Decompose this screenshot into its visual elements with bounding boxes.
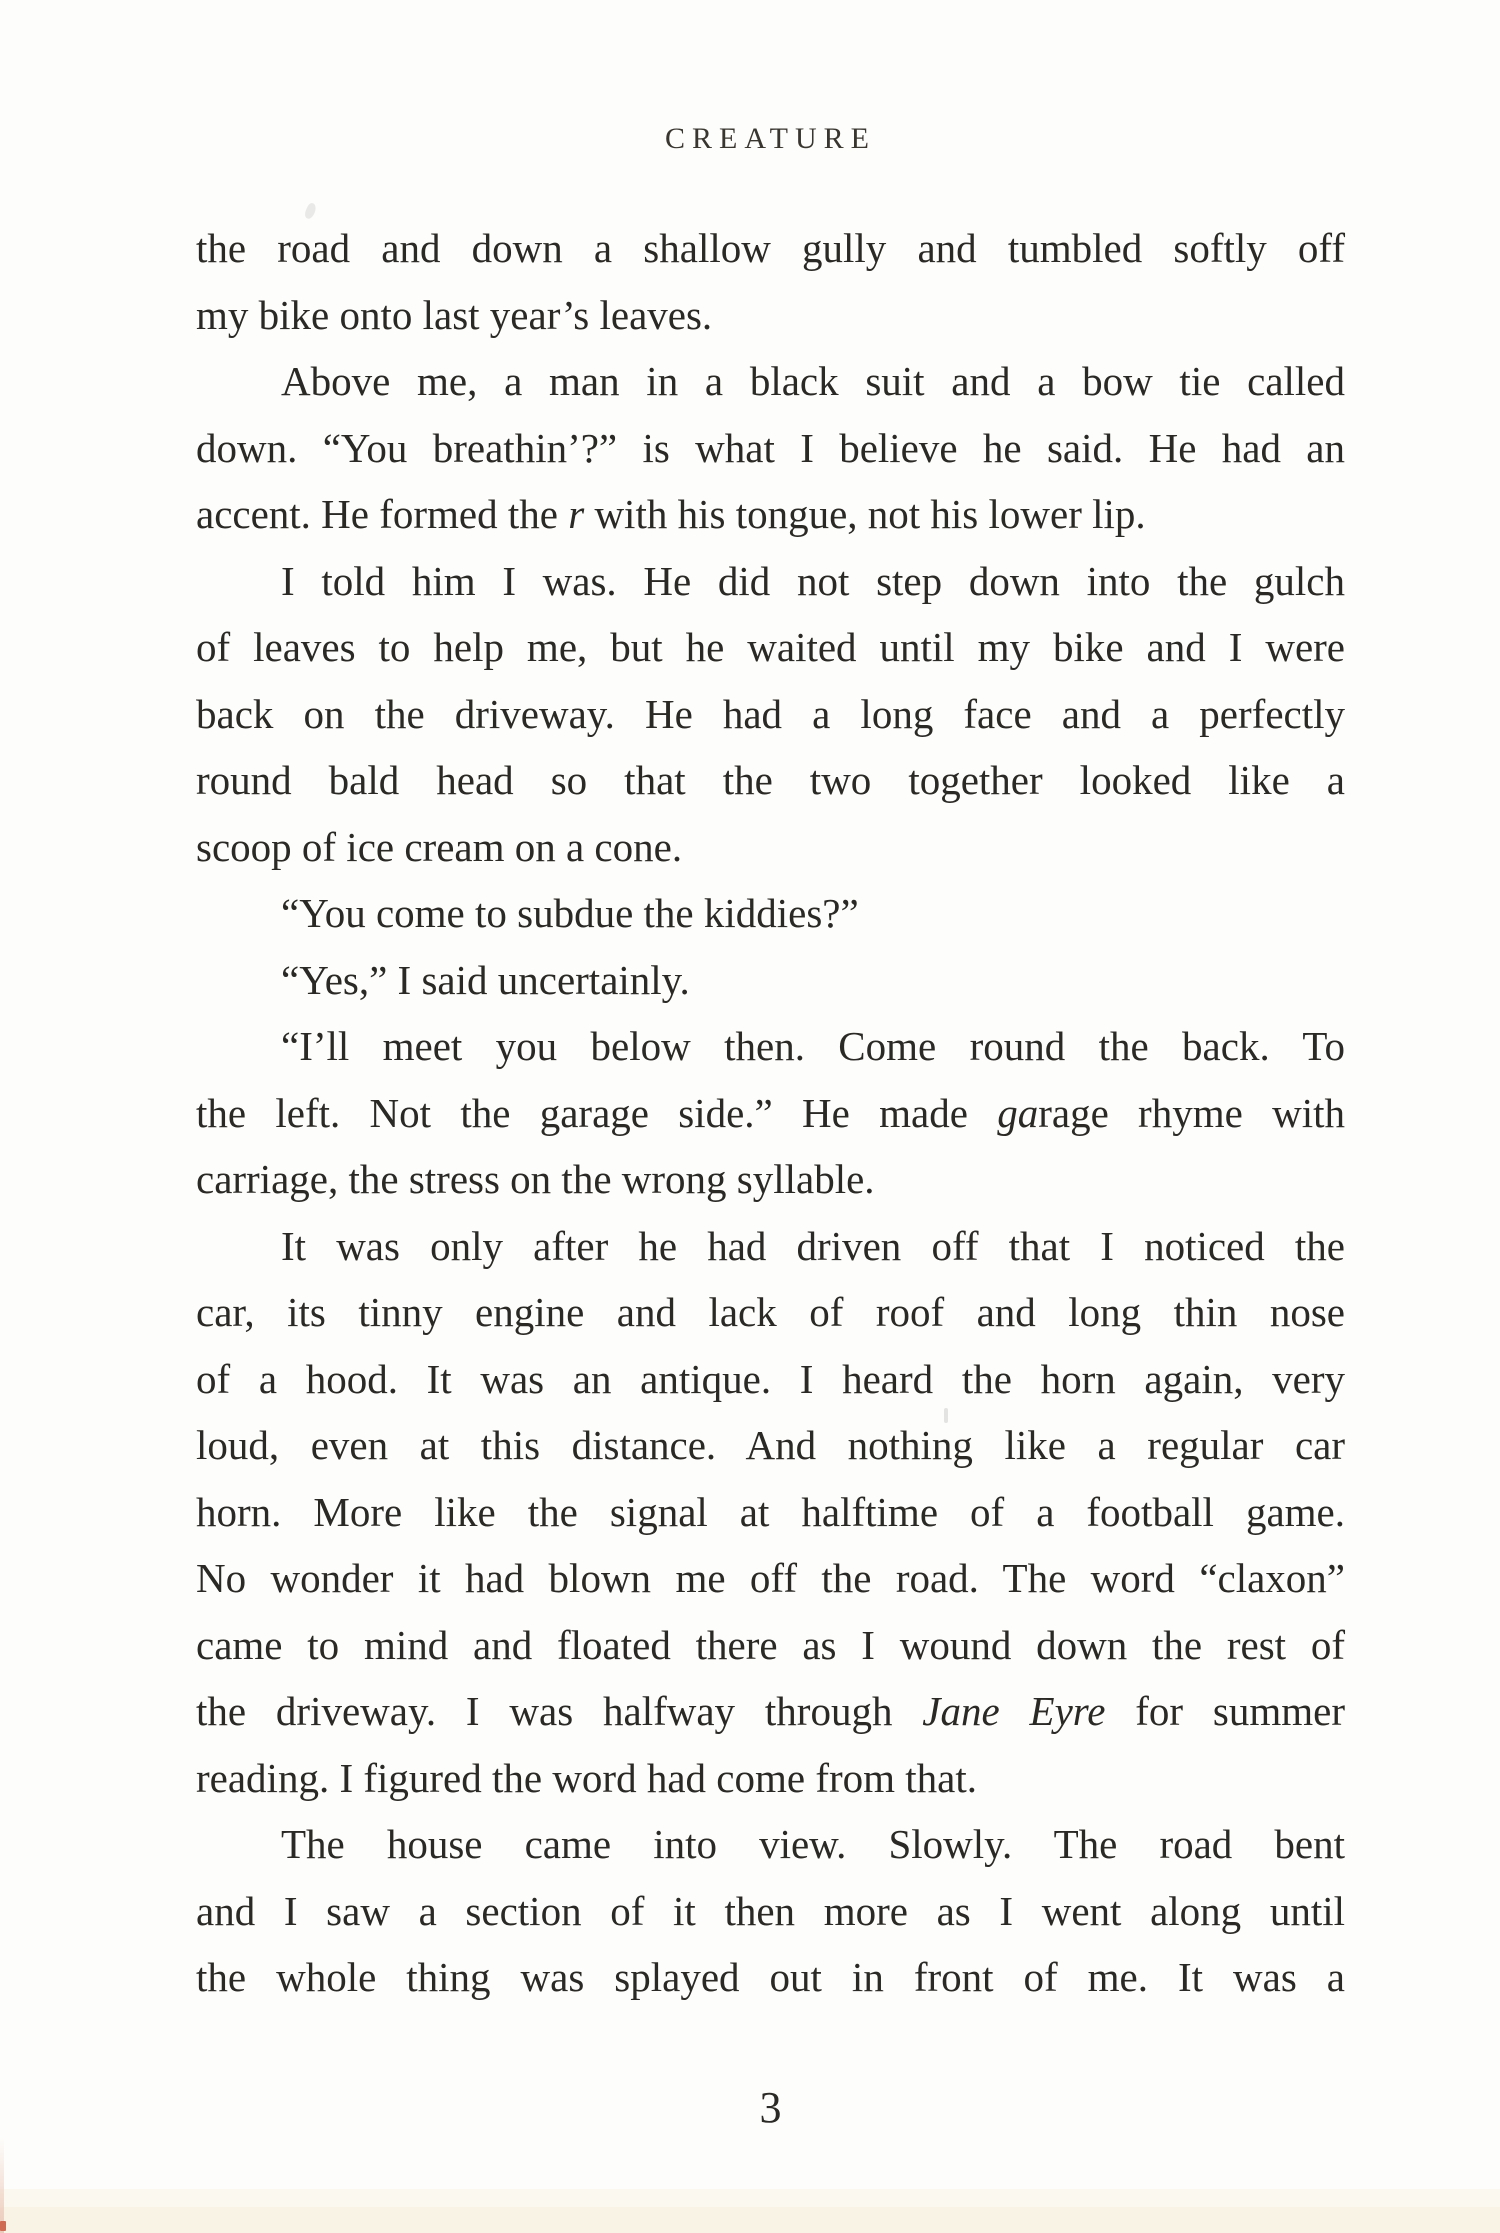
text-segment: “You come to subdue the kiddies?” xyxy=(281,890,859,936)
text-line xyxy=(196,1279,1345,1346)
scan-edge-strip xyxy=(0,2207,1500,2233)
text-segment: the whole thing was splayed out in front of me. It was a xyxy=(196,1954,1345,2000)
text-line xyxy=(196,1745,1345,1812)
text-segment: accent. He formed the xyxy=(196,491,569,537)
scan-edge-strip-light xyxy=(0,2189,1500,2207)
text-segment: Above me, a man in a black suit and a bow tie called xyxy=(281,358,1345,404)
text-line xyxy=(196,747,1345,814)
text-line xyxy=(196,1678,1345,1745)
text-line xyxy=(196,415,1345,482)
text-segment: the road and down a shallow gully and tumbled softly off xyxy=(196,225,1345,271)
text-segment: and I saw a section of it then more as I went along until xyxy=(196,1887,1345,1934)
text-line xyxy=(196,1878,1345,1945)
text-segment: No wonder it had blown me off the road. The word “claxon” xyxy=(196,1555,1345,1601)
text-segment: car, its tinny engine and lack of roof and long thin nose xyxy=(196,1289,1345,1335)
text-segment: carriage, the stress on the wrong syllable. xyxy=(196,1156,875,1202)
text-line xyxy=(196,1412,1345,1479)
text-segment: the driveway. I was halfway through xyxy=(196,1688,923,1734)
text-segment: horn. More like the signal at halftime of a football game. xyxy=(196,1488,1345,1535)
text-line xyxy=(196,681,1345,748)
text-block xyxy=(196,215,1345,2011)
text-line xyxy=(196,614,1345,681)
text-line xyxy=(196,947,1345,1014)
text-line xyxy=(196,1013,1345,1080)
text-segment: loud, even at this distance. And nothing like a regular car xyxy=(196,1422,1345,1468)
text-segment: The house came into view. Slowly. The road bent xyxy=(281,1821,1345,1867)
text-segment: down. “You breathin’?” is what I believe he said. He had an xyxy=(196,424,1345,471)
text-line xyxy=(196,548,1345,615)
text-line xyxy=(196,348,1345,415)
text-segment: my bike onto last year’s leaves. xyxy=(196,291,713,338)
text-segment: round bald head so that the two together looked like a xyxy=(196,757,1345,803)
text-segment: the left. Not the garage side.” He made xyxy=(196,1089,998,1136)
text-line xyxy=(196,1146,1345,1213)
text-segment: rage rhyme with xyxy=(1038,1089,1345,1136)
italic-text-segment: r xyxy=(568,491,585,537)
text-line xyxy=(196,1080,1345,1147)
text-line xyxy=(196,1213,1345,1280)
text-segment: It was only after he had driven off that I noticed the xyxy=(281,1222,1345,1269)
scan-edge-sliver xyxy=(0,2138,4,2233)
text-line xyxy=(196,880,1345,947)
text-segment: came to mind and floated there as I wound down the rest of xyxy=(196,1621,1345,1668)
text-line xyxy=(196,814,1345,881)
text-line xyxy=(196,282,1345,349)
text-segment: of leaves to help me, but he waited until my bike and I were xyxy=(196,624,1345,670)
text-segment: scoop of ice cream on a cone. xyxy=(196,823,683,870)
text-segment: I told him I was. He did not step down into the gulch xyxy=(281,557,1345,604)
text-line xyxy=(196,1545,1345,1612)
text-segment: “I’ll meet you below then. Come round the back. To xyxy=(281,1023,1345,1069)
text-segment: of a hood. It was an antique. I heard the horn again, very xyxy=(196,1355,1345,1402)
text-segment: with his tongue, not his lower lip. xyxy=(584,491,1146,537)
scan-corner-red-mark xyxy=(0,2221,6,2231)
text-line xyxy=(196,1346,1345,1413)
text-segment: for summer xyxy=(1105,1688,1346,1734)
text-segment: back on the driveway. He had a long face and a perfectly xyxy=(196,690,1345,737)
text-line xyxy=(196,1612,1345,1679)
text-line xyxy=(196,481,1345,548)
text-segment: “Yes,” I said uncertainly. xyxy=(281,956,690,1003)
text-line xyxy=(196,1944,1345,2011)
text-segment: reading. I figured the word had come from that. xyxy=(196,1754,978,1801)
italic-text-segment: ga xyxy=(997,1089,1039,1136)
text-line xyxy=(196,215,1345,282)
page-number: 3 xyxy=(759,2083,782,2132)
italic-text-segment: Jane Eyre xyxy=(922,1688,1106,1734)
running-header: CREATURE xyxy=(664,122,876,155)
text-line xyxy=(196,1479,1345,1546)
text-line xyxy=(196,1811,1345,1878)
